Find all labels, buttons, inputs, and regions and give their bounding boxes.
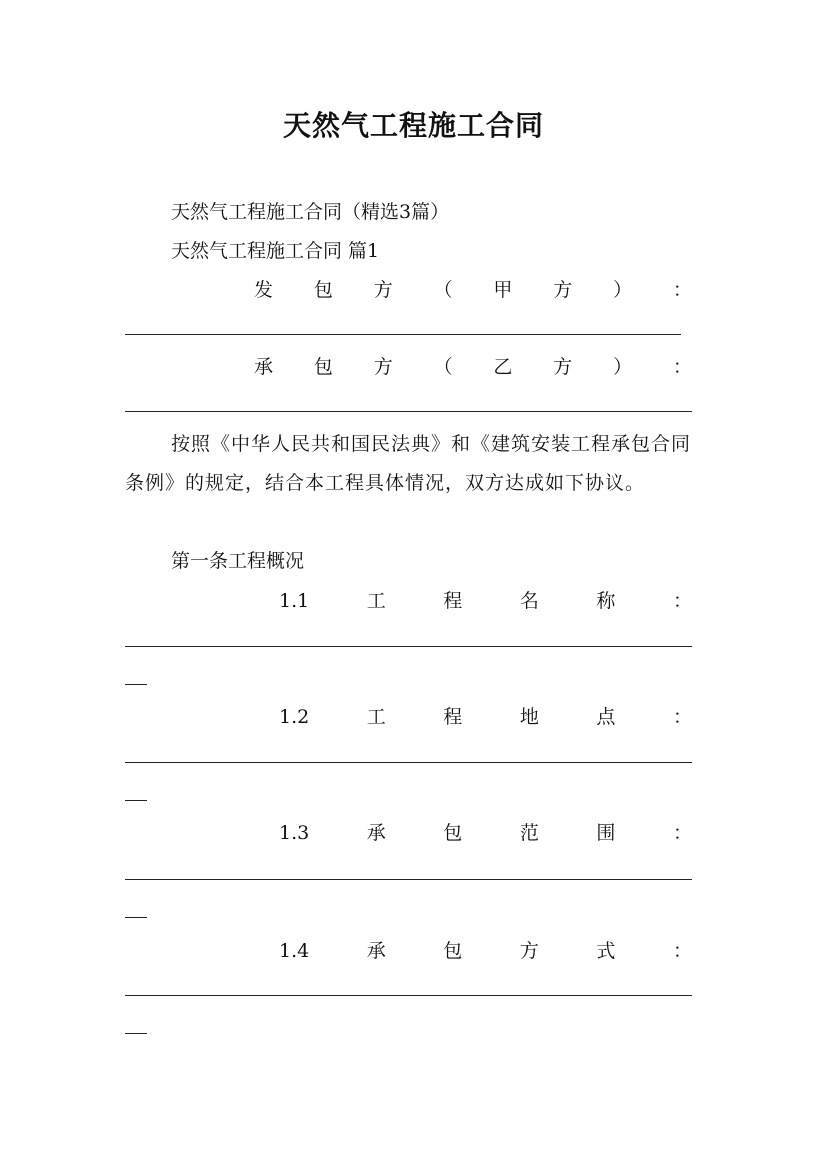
item-char: ： (672, 822, 692, 844)
party-a-fill-line (125, 334, 681, 335)
party-b-char: （ (433, 356, 453, 378)
item-char: 地 (519, 706, 539, 728)
item-fill-line (125, 995, 692, 996)
party-a-char: ： (672, 279, 692, 301)
intro-paragraph: 按照《中华人民共和国民法典》和《建筑安装工程承包合同条例》的规定，结合本工程具体情况，双方达成如下协议。 (125, 433, 692, 494)
party-b-char: 乙 (493, 356, 513, 378)
item-char: ： (672, 706, 692, 728)
party-a-char: 方 (373, 279, 393, 301)
party-b-char: 方 (373, 356, 393, 378)
item-fill-line-tail (125, 917, 147, 918)
party-b-char: ） (613, 356, 633, 378)
party-a-char: ） (613, 279, 633, 301)
party-a-char: 甲 (493, 279, 513, 301)
item-char: 承 (366, 940, 386, 962)
item-project-location (279, 704, 692, 730)
item-fill-line-tail (125, 684, 147, 685)
item-char: 范 (519, 822, 539, 844)
item-fill-line (125, 879, 692, 880)
item-char: 工 (366, 590, 386, 612)
item-char: 方 (519, 940, 539, 962)
item-char: 包 (443, 822, 463, 844)
item-char: 程 (443, 706, 463, 728)
party-b-char: 承 (254, 356, 274, 378)
article-heading: 第一条工程概况 (171, 550, 305, 572)
party-b-fill-line (125, 411, 692, 412)
item-fill-line (125, 762, 692, 763)
item-char: ： (672, 940, 692, 962)
item-char: 承 (366, 822, 386, 844)
item-number: 1.1 (279, 590, 310, 612)
party-a-label (254, 277, 692, 303)
party-b-char: 包 (313, 356, 333, 378)
item-char: 围 (596, 822, 616, 844)
item-char: 包 (443, 940, 463, 962)
item-number: 1.2 (279, 706, 310, 728)
party-b-label (254, 354, 692, 380)
item-fill-line-tail (125, 1033, 147, 1034)
document-title: 天然气工程施工合同 (282, 109, 544, 142)
item-char: 点 (596, 706, 616, 728)
item-char: 程 (443, 590, 463, 612)
party-a-char: 包 (313, 279, 333, 301)
item-contract-method (279, 938, 692, 964)
document-subtitle: 天然气工程施工合同（精选3篇） (171, 201, 450, 223)
party-a-char: 发 (254, 279, 274, 301)
item-char: 称 (596, 590, 616, 612)
item-char: 工 (366, 706, 386, 728)
item-char: 名 (519, 590, 539, 612)
section-heading: 天然气工程施工合同 篇1 (171, 240, 380, 262)
item-number: 1.4 (279, 940, 310, 962)
item-char: ： (672, 590, 692, 612)
item-fill-line (125, 646, 692, 647)
item-char: 式 (596, 940, 616, 962)
item-project-name (279, 588, 692, 614)
party-a-char: 方 (553, 279, 573, 301)
party-b-char: 方 (553, 356, 573, 378)
item-number: 1.3 (279, 822, 310, 844)
party-a-char: （ (433, 279, 453, 301)
item-fill-line-tail (125, 800, 147, 801)
item-contract-scope (279, 820, 692, 846)
party-b-char: ： (672, 356, 692, 378)
